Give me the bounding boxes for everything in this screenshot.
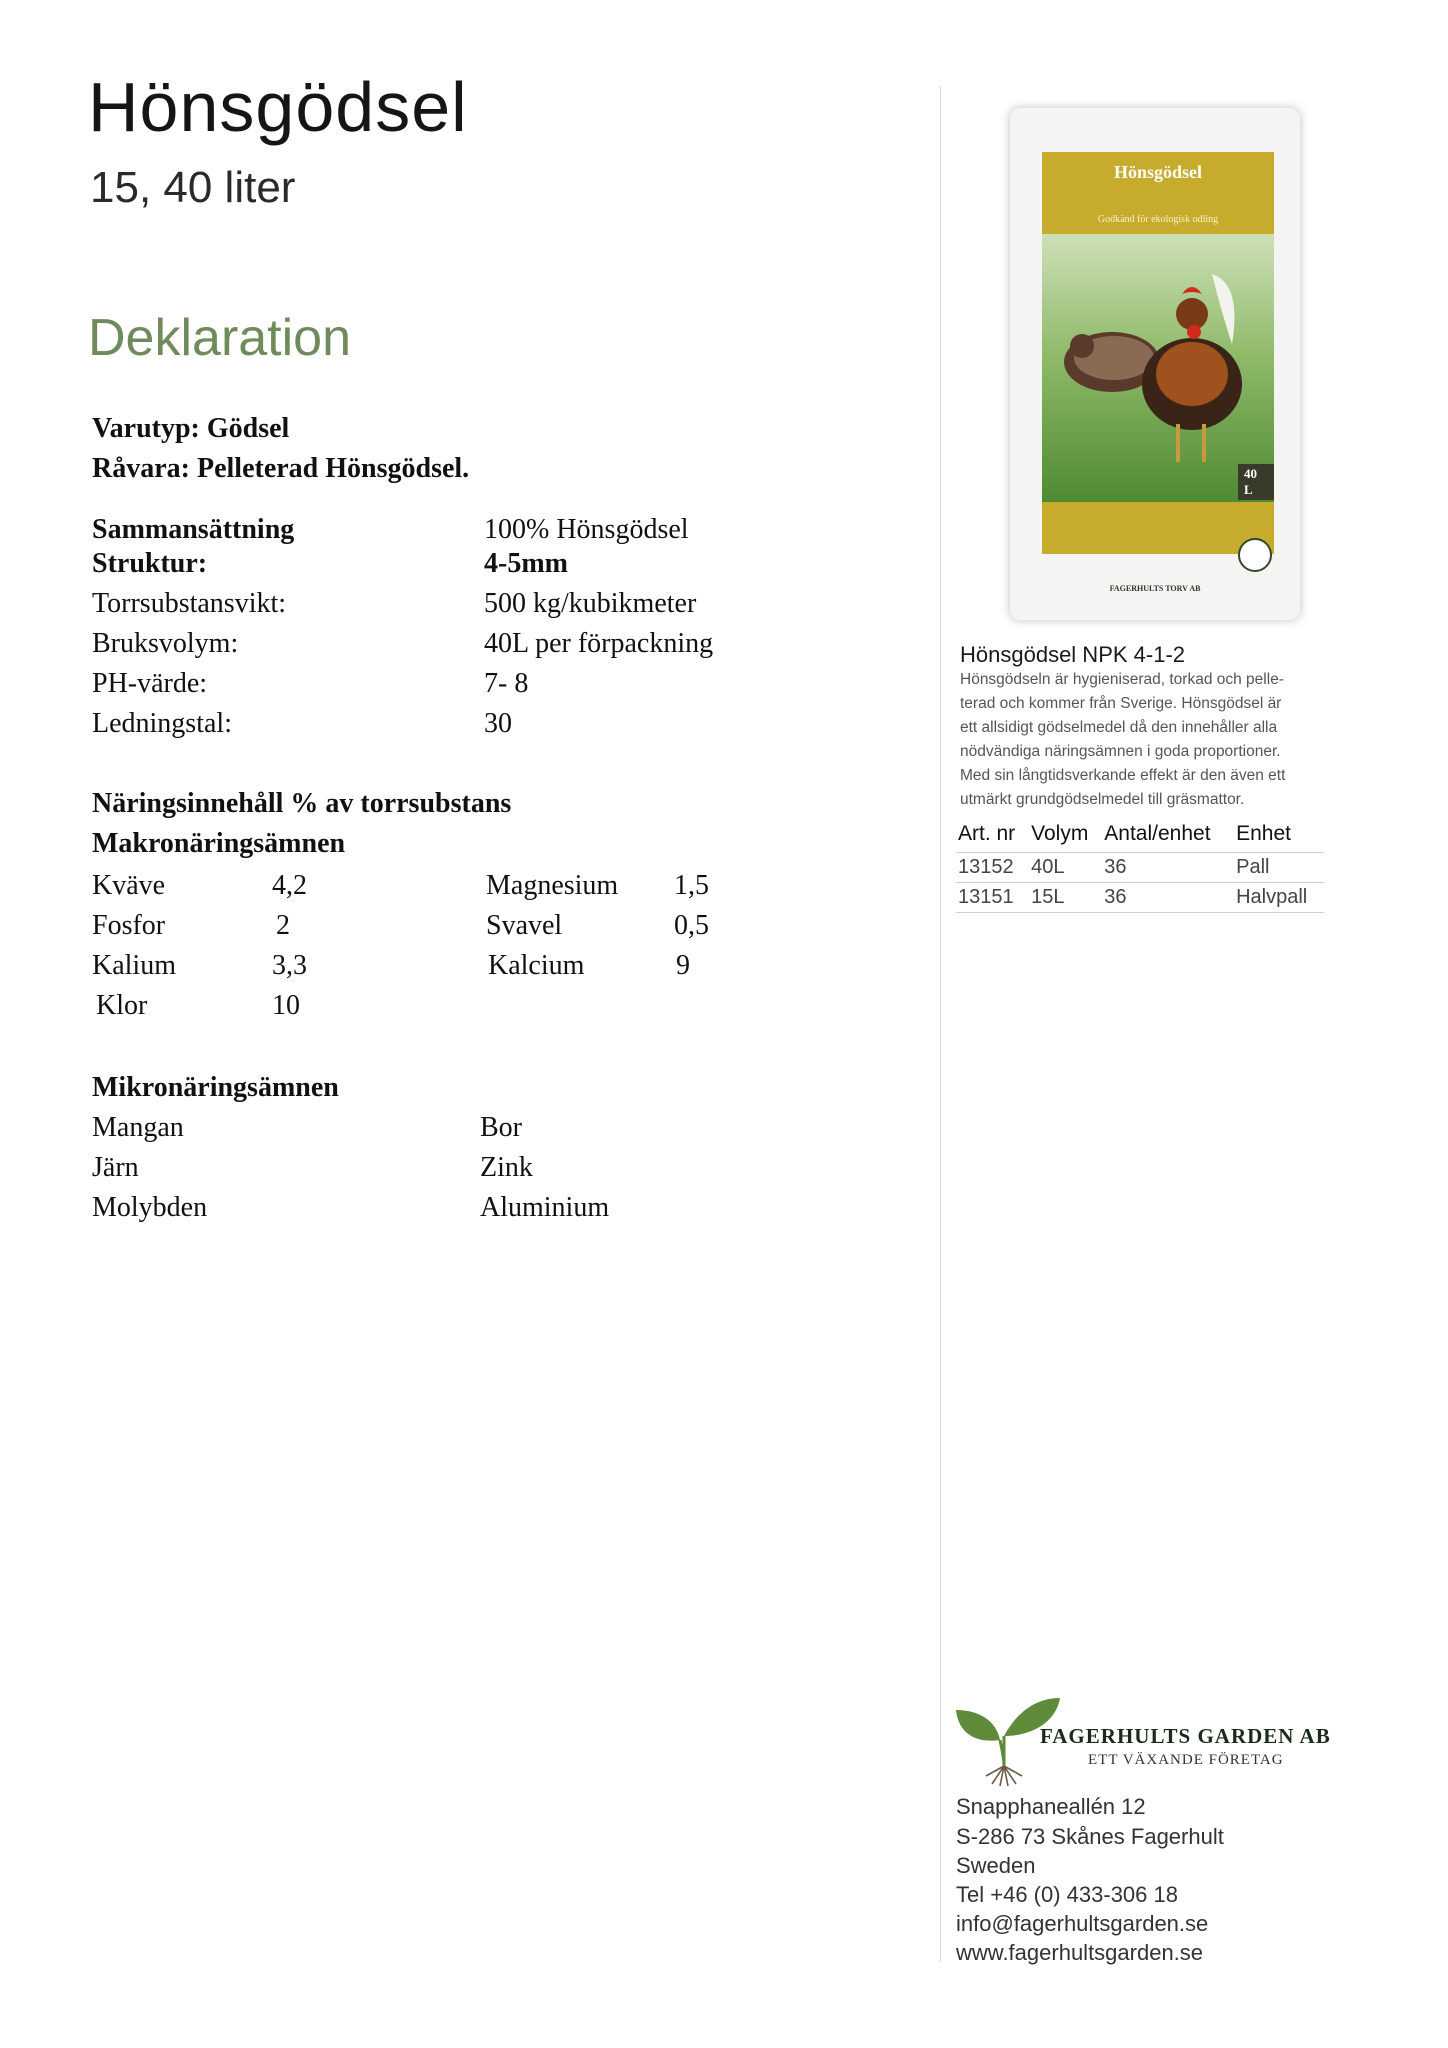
product-type: Varutyp: Gödsel bbox=[92, 413, 290, 444]
micro-nutrient: Järn bbox=[92, 1152, 139, 1183]
bag-volume-label: 40 L bbox=[1238, 464, 1274, 500]
email-link[interactable]: info@fagerhultsgarden.se bbox=[956, 1911, 1209, 1936]
nutrient-value: 10 bbox=[272, 990, 300, 1021]
nutrient-name: Klor bbox=[96, 990, 148, 1021]
micro-heading: Mikronäringsämnen bbox=[92, 1072, 339, 1103]
address-line: S-286 73 Skånes Fagerhult bbox=[956, 1824, 1224, 1849]
property-value: 4-5mm bbox=[484, 548, 568, 579]
property-value: 100% Hönsgödsel bbox=[484, 514, 689, 545]
table-cell: Pall bbox=[1234, 853, 1324, 883]
table-cell: 36 bbox=[1102, 853, 1234, 883]
table-cell: 13152 bbox=[956, 853, 1029, 883]
bag-body bbox=[1010, 108, 1300, 620]
description-line: nödvändiga näringsämnen i goda proportioner. bbox=[960, 743, 1281, 760]
nutrient-value: 3,3 bbox=[272, 950, 307, 981]
description-line: Med sin långtidsverkande effekt är den även ett bbox=[960, 767, 1286, 784]
nutrient-name: Kväve bbox=[92, 870, 166, 901]
nutrient-name: Kalium bbox=[92, 950, 176, 981]
chicken-photo bbox=[1042, 234, 1274, 502]
table-row bbox=[956, 853, 1324, 883]
bag-brand: FAGERHULTS TORV AB bbox=[1109, 584, 1201, 593]
micro-nutrient: Molybden bbox=[92, 1192, 208, 1223]
column-divider bbox=[940, 86, 941, 1962]
property-label: Sammansättning bbox=[92, 514, 295, 545]
micro-nutrient: Mangan bbox=[92, 1112, 184, 1143]
phone-number: Tel +46 (0) 433-306 18 bbox=[956, 1882, 1178, 1907]
description-line: terad och kommer från Sverige. Hönsgödsel är bbox=[960, 695, 1282, 712]
section-heading: Deklaration bbox=[88, 309, 352, 367]
bag-title: Hönsgödsel bbox=[1113, 162, 1203, 182]
nutrient-name: Magnesium bbox=[486, 870, 619, 901]
description-line: utmärkt grundgödselmedel till gräsmattor. bbox=[960, 791, 1245, 808]
description-line: Hönsgödseln är hygieniserad, torkad och pelle- bbox=[960, 671, 1284, 688]
property-label: PH-värde: bbox=[92, 668, 208, 699]
website-link[interactable]: www.fagerhultsgarden.se bbox=[956, 1940, 1204, 1965]
table-row bbox=[956, 883, 1324, 913]
page-subtitle: 15, 40 liter bbox=[90, 163, 296, 212]
nutrient-name: Fosfor bbox=[92, 910, 166, 941]
property-value: 7- 8 bbox=[484, 668, 529, 699]
column-header: Volym bbox=[1029, 818, 1102, 853]
company-name: FAGERHULTS GARDEN AB bbox=[1040, 1724, 1331, 1748]
nutrient-value: 0,5 bbox=[674, 910, 709, 941]
address-line: Sweden bbox=[956, 1853, 1036, 1878]
table-cell: 13151 bbox=[956, 883, 1029, 913]
column-header: Antal/enhet bbox=[1102, 818, 1234, 853]
bag-header-band bbox=[1042, 152, 1274, 234]
table-cell: 36 bbox=[1102, 883, 1234, 913]
company-tagline: ETT VÄXANDE FÖRETAG bbox=[1088, 1752, 1284, 1768]
nutrient-heading: Näringsinnehåll % av torrsubstans bbox=[92, 788, 512, 819]
column-header: Enhet bbox=[1234, 818, 1324, 853]
nutrient-value: 9 bbox=[676, 950, 690, 981]
micro-nutrient: Aluminium bbox=[480, 1192, 610, 1223]
bag-tagline: Godkänd för ekologisk odling bbox=[1097, 214, 1219, 225]
nutrient-value: 1,5 bbox=[674, 870, 709, 901]
certification-badge-icon bbox=[1238, 538, 1272, 572]
property-label: Struktur: bbox=[92, 548, 208, 579]
product-heading: Hönsgödsel NPK 4-1-2 bbox=[960, 642, 1186, 667]
raw-material: Råvara: Pelleterad Hönsgödsel. bbox=[92, 453, 470, 484]
table-cell: Halvpall bbox=[1234, 883, 1324, 913]
property-value: 30 bbox=[484, 708, 512, 739]
page-title: Hönsgödsel bbox=[88, 68, 468, 146]
nutrient-name: Kalcium bbox=[488, 950, 585, 981]
description-line: ett allsidigt gödselmedel då den innehåller alla bbox=[960, 719, 1278, 736]
table-cell: 40L bbox=[1029, 853, 1102, 883]
property-value: 40L per förpackning bbox=[484, 628, 714, 659]
nutrient-value: 4,2 bbox=[272, 870, 307, 901]
column-header: Art. nr bbox=[956, 818, 1029, 853]
address-line: Snapphaneallén 12 bbox=[956, 1794, 1146, 1819]
property-label: Torrsubstansvikt: bbox=[92, 588, 287, 619]
property-value: 500 kg/kubikmeter bbox=[484, 588, 697, 619]
table-cell: 15L bbox=[1029, 883, 1102, 913]
nutrient-value: 2 bbox=[276, 910, 290, 941]
macro-heading: Makronäringsämnen bbox=[92, 828, 346, 859]
property-label: Ledningstal: bbox=[92, 708, 232, 739]
property-label: Bruksvolym: bbox=[92, 628, 239, 659]
product-bag-image bbox=[1010, 108, 1300, 620]
micro-nutrient: Bor bbox=[480, 1112, 522, 1143]
bag-label bbox=[1042, 152, 1274, 570]
nutrient-name: Svavel bbox=[486, 910, 563, 941]
micro-nutrient: Zink bbox=[480, 1152, 533, 1183]
table-header-row bbox=[956, 818, 1324, 853]
product-table bbox=[956, 818, 1324, 913]
